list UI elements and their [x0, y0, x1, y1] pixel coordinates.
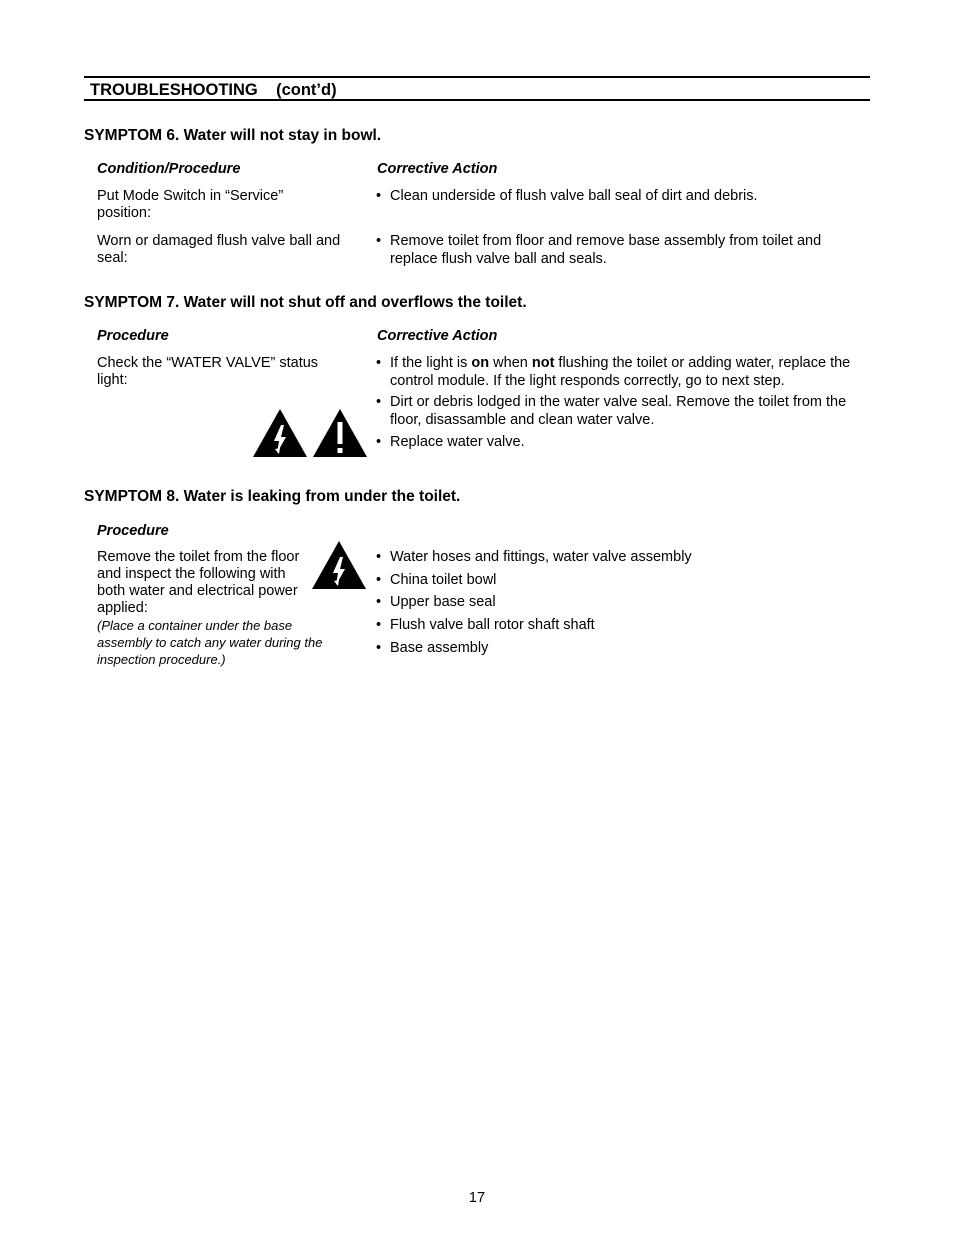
symptom-7-action-3: • Replace water valve. — [376, 434, 525, 450]
symptom-8-item-1: • Water hoses and fittings, water valve assembly — [376, 549, 692, 565]
page-number: 17 — [468, 1190, 486, 1206]
symptom-8-col-procedure: Procedure — [97, 523, 169, 539]
symptom-6-action-2: • Remove toilet from floor and remove base assembly from toilet and replace flush valve ball and seals. — [376, 233, 822, 267]
section-title: TROUBLESHOOTING (cont’d) — [90, 81, 337, 99]
symptom-8-procedure: Remove the toilet from the floor and inspect the following with both water and electrical power applied: — [97, 549, 300, 616]
symptom-8-note: (Place a container under the base assembly to catch any water during the inspection procedure.) — [97, 618, 323, 667]
symptom-6-title: SYMPTOM 6. Water will not stay in bowl. — [84, 127, 382, 144]
symptom-6-col-condition: Condition/Procedure — [97, 161, 241, 177]
symptom-7-procedure: Check the “WATER VALVE” status light: — [97, 355, 319, 388]
symptom-8-item-5: • Base assembly — [376, 640, 489, 656]
bullet-mark: • — [376, 594, 382, 610]
bullet-mark: • — [376, 233, 382, 249]
bullet-mark: • — [376, 355, 382, 371]
bullet-mark: • — [376, 617, 382, 633]
bullet-mark: • — [376, 572, 382, 588]
bullet-mark: • — [376, 434, 382, 450]
electrical-hazard-icon — [252, 408, 308, 458]
section-header — [84, 76, 870, 101]
symptom-6-col-action: Corrective Action — [377, 161, 498, 177]
bullet-mark: • — [376, 549, 382, 565]
symptom-7-action-2: • Dirt or debris lodged in the water valve seal. Remove the toilet from the floor, disassamble and clean water valve. — [376, 394, 847, 428]
symptom-8-title: SYMPTOM 8. Water is leaking from under the toilet. — [84, 488, 461, 505]
bullet-mark: • — [376, 188, 382, 204]
symptom-7-action-1: • If the light is on when not flushing the toilet or adding water, replace the control module. If the light responds correctly, go to next step. — [376, 355, 851, 389]
electrical-hazard-icon — [311, 540, 367, 590]
symptom-8-item-4: • Flush valve ball rotor shaft shaft — [376, 617, 595, 633]
symptom-7-title: SYMPTOM 7. Water will not shut off and overflows the toilet. — [84, 294, 527, 311]
bullet-mark: • — [376, 394, 382, 410]
symptom-6-condition-1: Put Mode Switch in “Service” position: — [97, 188, 284, 221]
symptom-6-action-1: • Clean underside of flush valve ball seal of dirt and debris. — [376, 188, 758, 204]
caution-icon — [312, 408, 368, 458]
symptom-7-col-action: Corrective Action — [377, 328, 498, 344]
symptom-6-condition-2: Worn or damaged flush valve ball and seal: — [97, 233, 341, 266]
symptom-8-item-2: • China toilet bowl — [376, 572, 497, 588]
symptom-7-col-procedure: Procedure — [97, 328, 169, 344]
bullet-mark: • — [376, 640, 382, 656]
symptom-8-item-3: • Upper base seal — [376, 594, 496, 610]
